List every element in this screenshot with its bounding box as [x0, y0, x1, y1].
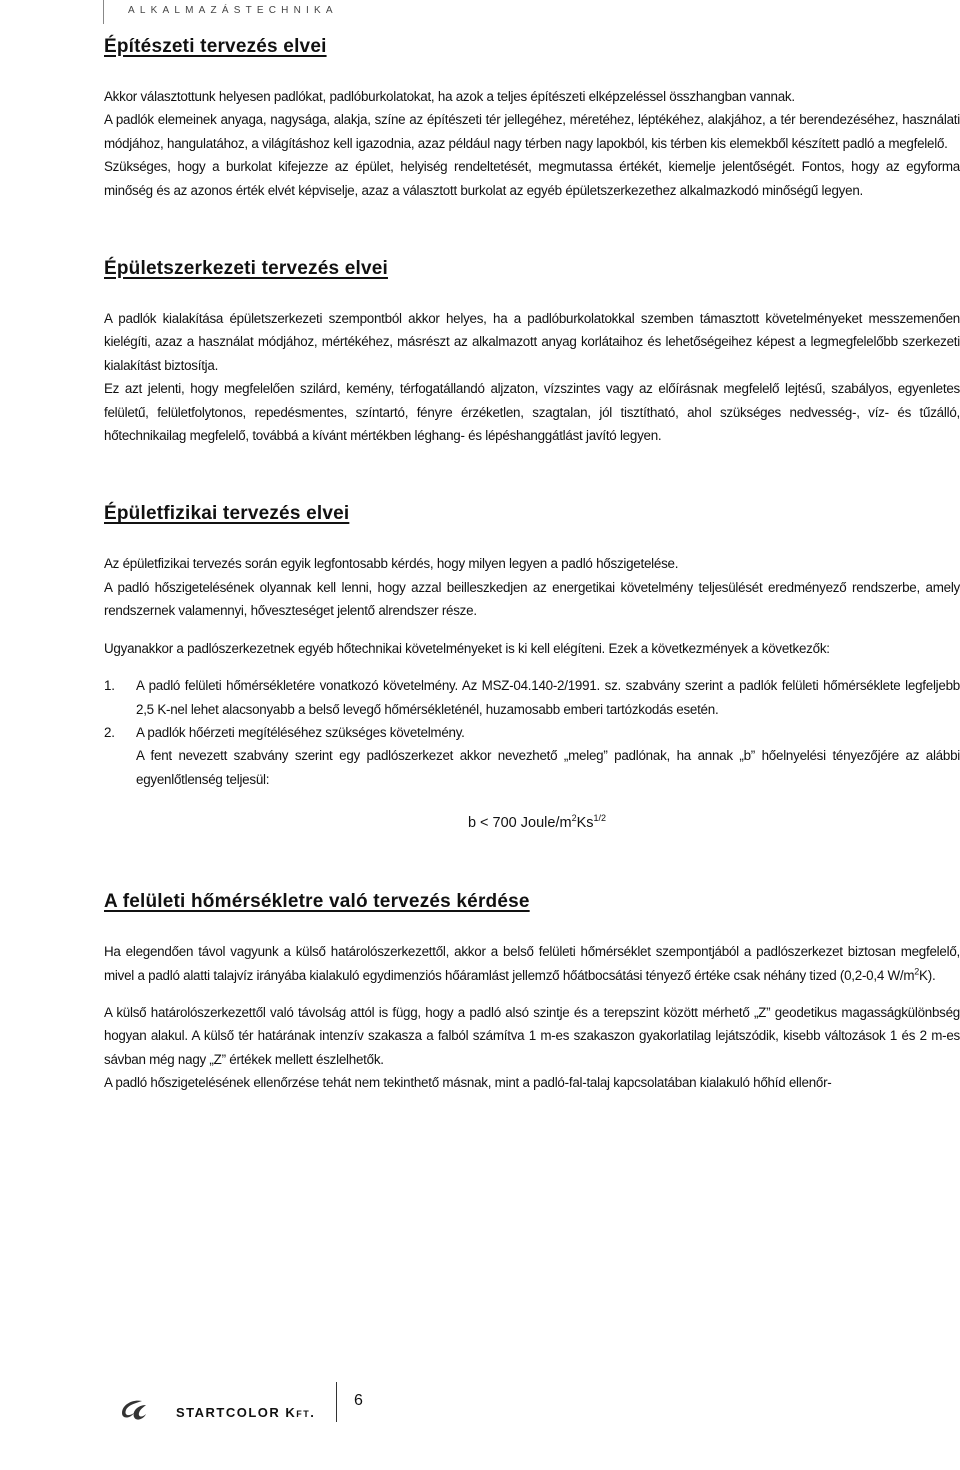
inequality-formula — [104, 815, 960, 831]
requirement-list — [104, 674, 960, 791]
paragraph: Az épületfizikai tervezés során egyik legfontosabb kérdés, hogy milyen legyen a padló hőszigetelése. — [104, 556, 679, 572]
formula-mid: Ks — [576, 815, 594, 832]
list-number: 1. — [104, 678, 115, 694]
page-footer — [114, 1382, 414, 1442]
list-text: A padlók hőérzeti megítéléséhez szükséges követelmény. — [136, 724, 465, 740]
list-text-continued: A fent nevezett szabvány szerint egy padlószerkezet akkor nevezhető „meleg” padlónak, ha annak „b” hőelnyelési tényezőjére az alábbi egyenlőtlenség teljesül: — [136, 748, 960, 787]
footer-divider — [336, 1382, 337, 1422]
page-number: 6 — [354, 1392, 363, 1409]
paragraph: Ez azt jelenti, hogy megfelelően szilárd, kemény, térfogatállandó aljzaton, vízszintes vagy az előírásnak megfelelő lejtésű, szabályos, egyenletes felületű, felületfolytonos, repedésmentes, színtartó, fényre érzéketlen, szagtalan, jól tisztítható, ahol szükséges nedvesség-, víz- és tűzálló, hőtechnikailag megfelelő, továbbá a kívánt mértékben léghang- és lépéshanggátlást javító legyen. — [104, 381, 960, 444]
formula-sup-2: 1/2 — [593, 813, 607, 824]
formula-sup-1: 2 — [571, 813, 577, 824]
formula-left: b < 700 Joule/m — [467, 815, 572, 832]
list-text: A padló felületi hőmérsékletére vonatkozó követelmény. Az MSZ-04.140-2/1991. sz. szabvány szerint a padlók felületi hőmérséklete legfeljebb 2,5 K-nel lehet alacsonyabb a belső levegő hőmérsékleténél, huzamosabb emberi tartózkodás esetén. — [136, 678, 960, 717]
paragraph: Szükséges, hogy a burkolat kifejezze az épület, helyiség rendeltetését, megmutassa értékét, kiemelje jelentőségét. Fontos, hogy az egyforma minőség és az azonos érték elvét képviselje, azaz a választott burkolat az egyéb épületszerkezethez alkalmazkodó minőségű legyen. — [104, 159, 960, 198]
list-number: 2. — [104, 724, 115, 740]
paragraph: A padlók elemeinek anyaga, nagysága, alakja, színe az építészeti tér jellegéhez, méretéhez, léptékéhez, alakjához, a tér berendezéséhez, használati módjához, hangulatához, a világításhoz kell igazodnia, azaz például nagy térben nagy lapokból, kis térben kis elemekből készített padló a megfelelő. — [104, 112, 960, 151]
list-item — [104, 721, 960, 791]
section-title-surface-temperature: A felületi hőmérsékletre való tervezés kérdése — [104, 891, 530, 913]
startcolor-logo-icon — [114, 1397, 150, 1423]
header-rule — [103, 0, 104, 24]
paragraph: A külső határolószerkezettől való távolság attól is függ, hogy a padló alsó szintje és a terepszint között mérhető „Z” geodetikus magasságkülönbség hogyan alakul. A külső tér határának intenzív szakasza a falból számítva 1 m-es szakaszon gyakorlatilag lejátszódik, kisebb változások 1 és 2 m-es sávban még nagy „Z” értékek mellett észlelhetők. — [104, 1004, 960, 1067]
paragraph: Akkor választottunk helyesen padlókat, padlóburkolatokat, ha azok a teljes építészeti elképzeléssel összhangban vannak. — [104, 89, 795, 104]
section-title-architectural: Építészeti tervezés elvei — [104, 36, 327, 57]
section-title-structural: Épületszerkezeti tervezés elvei — [104, 258, 388, 280]
paragraph: Ugyanakkor a padlószerkezetnek egyéb hőtechnikai követelményeket is ki kell elégíteni. Ezek a következmények a következők: — [104, 640, 830, 656]
page-content — [104, 36, 960, 1095]
paragraph: A padló hőszigetelésének olyannak kell lenni, hogy azzal beilleszkedjen az energetikai követelmény teljesülését eredményező rendszerbe, amely rendszernek valamennyi, hőveszteséget jelentő alrendszer része. — [104, 579, 960, 619]
running-header: ALKALMAZÁSTECHNIKA — [128, 5, 338, 16]
paragraph: A padló hőszigetelésének ellenőrzése tehát nem tekinthető másnak, mint a padló-fal-talaj kapcsolatában kialakuló hőhíd ellenőr- — [104, 1075, 832, 1091]
paragraph-text: Ha elegendően távol vagyunk a külső határolószerkezettől, akkor a belső felületi hőmérséklet szempontjából a padlószerkezet biztosan megfelelő, mivel a padló alatti talajvíz irányába kialakuló egydimenziós hőáramlást jellemző hőátbocsátási tényező értéke csak néhány tized (0,2-0,4 W/m — [104, 944, 960, 983]
list-text-block — [136, 721, 960, 791]
list-item — [104, 674, 960, 721]
paragraph: A padlók kialakítása épületszerkezeti szempontból akkor helyes, ha a padlóburkolatokkal szemben támasztott követelményeket messzemenően kielégíti, azaz a használat módjához, mértékéhez, másrészt az alkalmazott anyag korlátaihoz és lehetőségeihez képest a legmegfelelőbb szerkezeti kialakítást biztosítja. — [104, 311, 960, 373]
company-name: STARTCOLOR Kft. — [176, 1405, 316, 1420]
section-title-physics: Épületfizikai tervezés elvei — [104, 503, 350, 525]
paragraph-text-end: K). — [919, 967, 936, 983]
unit-sup: 2 — [914, 966, 920, 977]
paragraph — [104, 940, 960, 987]
